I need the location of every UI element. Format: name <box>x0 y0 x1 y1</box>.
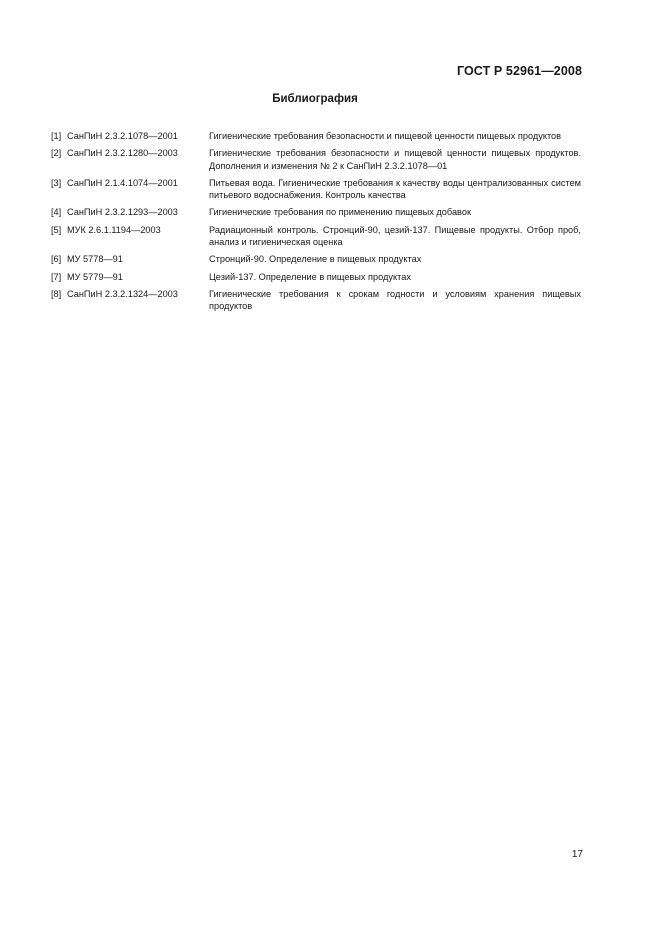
bibliography-entry-5 <box>51 224 581 249</box>
entry-description: Стронций-90. Определение в пищевых продуктах <box>209 254 422 265</box>
section-title: Библиография <box>272 93 358 105</box>
bibliography-list <box>51 130 581 318</box>
bibliography-entry-4 <box>51 206 581 218</box>
entry-description: Гигиенические требования к срокам годности и условиям хранения пищевых продуктов <box>209 288 581 312</box>
entry-number: [6] <box>51 254 62 265</box>
entry-reference: СанПиН 2.3.2.1324—2003 <box>67 288 178 299</box>
entry-reference: СанПиН 2.3.2.1280—2003 <box>67 148 178 159</box>
bibliography-entry-3 <box>51 177 581 202</box>
entry-description: Цезий-137. Определение в пищевых продуктах <box>209 271 411 282</box>
bibliography-entry-6 <box>51 253 581 265</box>
entry-number: [2] <box>51 148 62 159</box>
document-code: ГОСТ Р 52961—2008 <box>456 64 582 78</box>
bibliography-entry-8 <box>51 288 581 313</box>
entry-reference: МУ 5778—91 <box>67 254 123 265</box>
bibliography-entry-2 <box>51 147 581 172</box>
page-number: 17 <box>571 849 583 860</box>
entry-description: Гигиенические требования безопасности и пищевой ценности пищевых продуктов <box>209 131 562 141</box>
entry-description: Питьевая вода. Гигиенические требования к качеству воды централизованных систем питьевого водоснабжения. Контроль качества <box>209 177 581 201</box>
entry-number: [5] <box>51 224 62 235</box>
entry-description: Гигиенические требования безопасности и пищевой ценности пищевых продуктов. Дополнения и изменения № 2 к СанПиН 2.3.2.1078—01 <box>209 148 581 171</box>
entry-number: [7] <box>51 271 62 282</box>
bibliography-entry-7 <box>51 271 581 283</box>
entry-reference: СанПиН 2.3.2.1078—2001 <box>67 131 178 141</box>
entry-number: [3] <box>51 177 62 188</box>
entry-description: Радиационный контроль. Стронций-90, цезий-137. Пищевые продукты. Отбор проб, анализ и гигиеническая оценка <box>209 224 581 248</box>
entry-reference: МУ 5779—91 <box>67 271 123 282</box>
entry-reference: СанПиН 2.1.4.1074—2001 <box>67 177 178 188</box>
entry-number: [1] <box>51 131 62 141</box>
entry-description: Гигиенические требования по применению пищевых добавок <box>209 207 471 218</box>
entry-reference: МУК 2.6.1.1194—2003 <box>67 224 161 235</box>
entry-number: [8] <box>51 288 62 299</box>
bibliography-entry-1 <box>51 130 581 142</box>
entry-number: [4] <box>51 207 62 218</box>
entry-reference: СанПиН 2.3.2.1293—2003 <box>67 207 178 218</box>
